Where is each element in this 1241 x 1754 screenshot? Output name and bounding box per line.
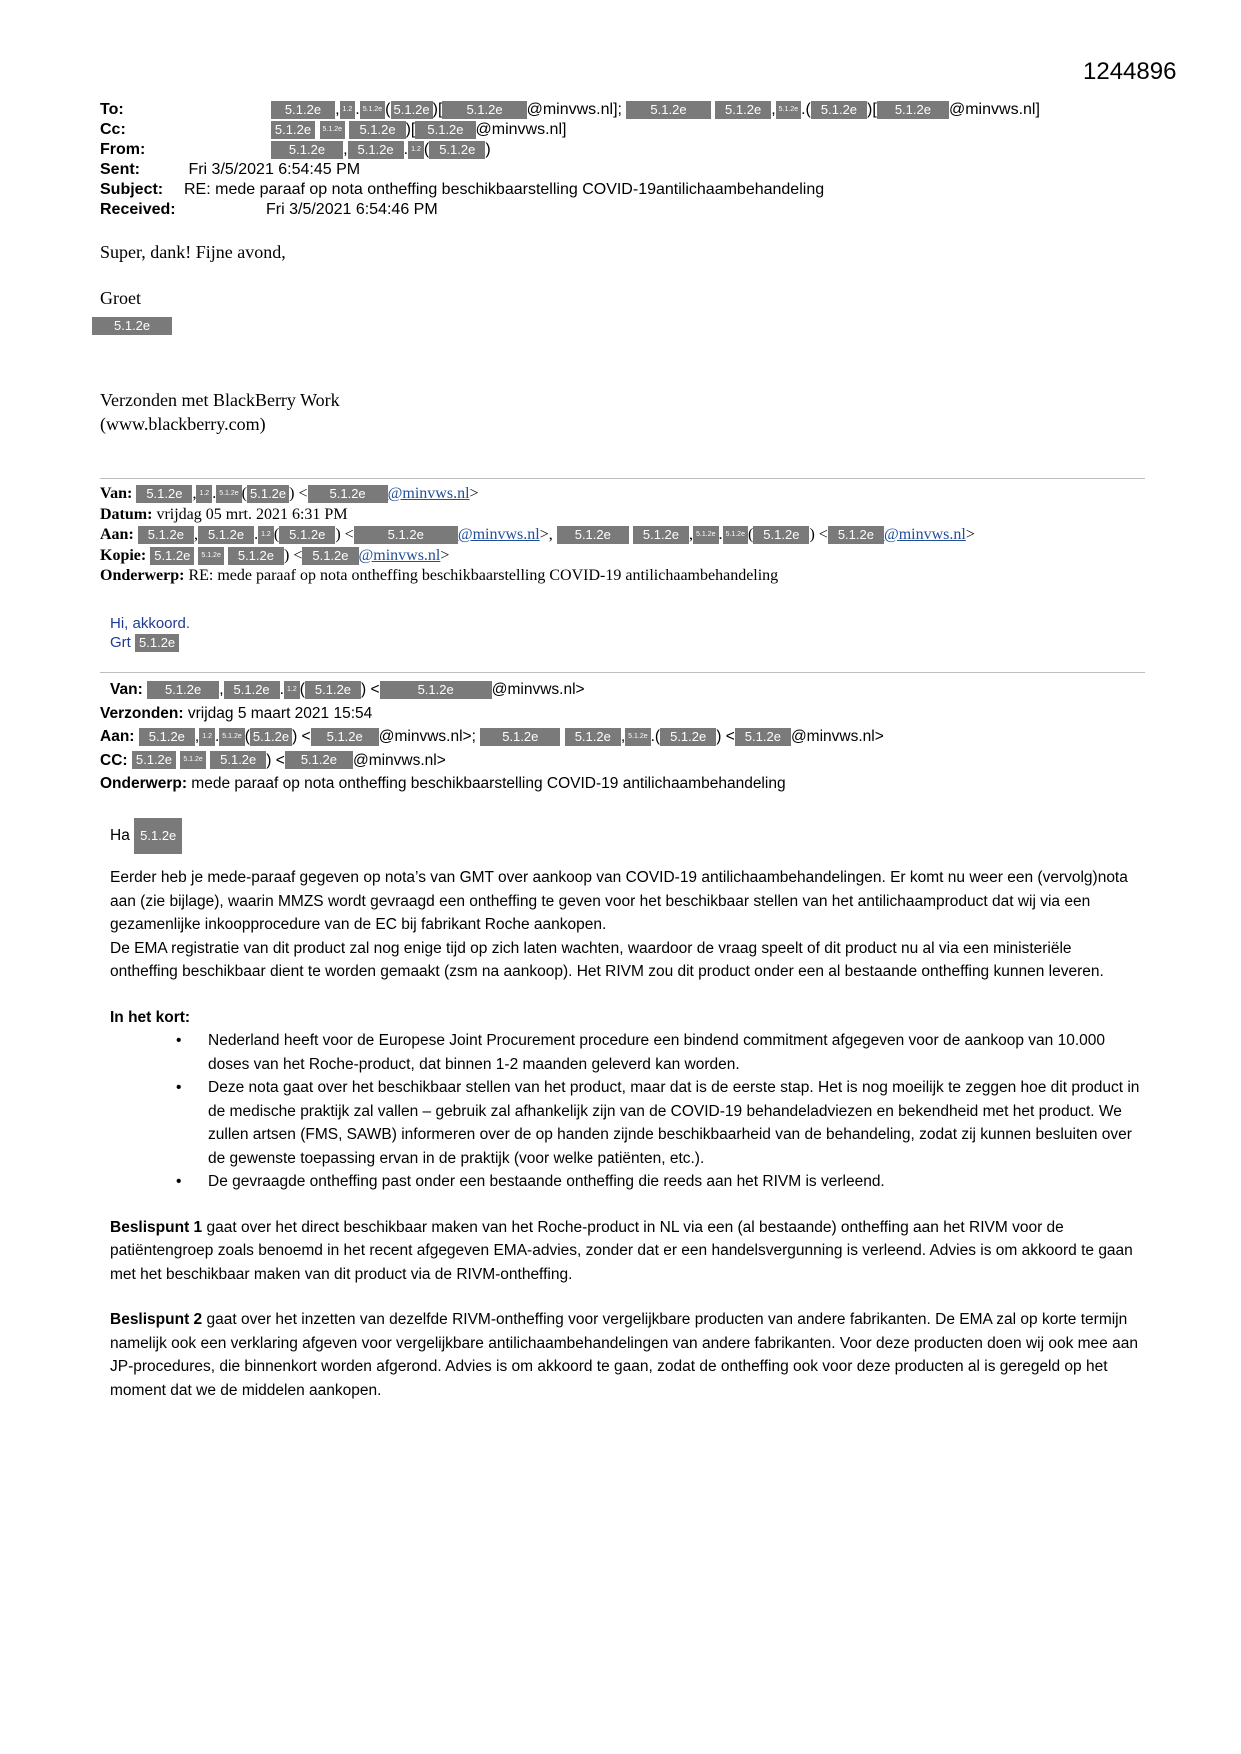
redaction: 5.1.2e	[360, 101, 385, 119]
email3-header	[100, 678, 884, 796]
redaction: 5.1.2e	[92, 317, 172, 335]
redaction: 5.1.2e	[811, 101, 867, 119]
aan-label: Aan:	[100, 526, 134, 543]
redaction: 5.1.2e	[480, 728, 560, 746]
redaction: 5.1.2e	[715, 101, 771, 119]
email-link[interactable]: @minvws.nl	[883, 526, 966, 543]
redaction: 5.1.2e	[271, 101, 335, 119]
redaction: 5.1.2e	[354, 526, 458, 544]
redaction: 5.1.2e	[565, 728, 621, 746]
redaction: 5.1.2e	[224, 681, 280, 699]
aan-row: Aan: 5.1.2e , 5.1.2e . 1.2 ( 5.1.2e ) < 5.1.2e @minvws.nl>, 5.1.2e 5.1.2e , 5.1.2e . 5.1.2e ( 5.1.2e ) < 5.1.2e @minvws.nl>	[100, 526, 975, 543]
redaction: 5.1.2e	[776, 101, 801, 119]
redaction: 5.1.2e	[147, 681, 219, 699]
redaction: 5.1.2e	[216, 485, 241, 503]
to-row: To: 5.1.2e , 1.2 . 5.1.2e ( 5.1.2e )[ 5.1.2e @minvws.nl]; 5.1.2e 5.1.2e , 5.1.2e .( 5.1.2e )[ 5.1.2e @minvws.nl]	[100, 101, 1040, 118]
redaction: 5.1.2e	[633, 526, 689, 544]
sent-label: Sent:	[100, 161, 140, 178]
van-row: Van: 5.1.2e , 1.2 . 5.1.2e ( 5.1.2e ) < 5.1.2e @minvws.nl>	[100, 485, 479, 502]
redaction: 5.1.2e	[723, 526, 748, 544]
redaction: 5.1.2e	[139, 728, 195, 746]
email1-body	[100, 240, 340, 436]
bullet-icon: •	[176, 1079, 182, 1096]
beslispunt-label: Beslispunt 2	[110, 1311, 203, 1328]
redaction: 5.1.2e	[210, 751, 266, 769]
email-link[interactable]: @minvws.nl	[387, 485, 470, 502]
paragraph	[110, 1216, 1140, 1287]
van-row: Van: 5.1.2e , 5.1.2e . 1.2 ( 5.1.2e ) < 5.1.2e @minvws.nl>	[110, 681, 585, 698]
received-row	[100, 200, 1040, 220]
aan-row: Aan: 5.1.2e , 1.2 . 5.1.2e ( 5.1.2e ) < 5.1.2e @minvws.nl>; 5.1.2e 5.1.2e , 5.1.2e .( 5.1.2e ) < 5.1.2e @minvws.nl>	[100, 728, 884, 745]
sent-value: Fri 3/5/2021 6:54:45 PM	[188, 161, 361, 178]
redaction: 1.2	[196, 485, 212, 503]
email-domain: @minvws.nl	[526, 101, 614, 118]
email-link[interactable]: @minvws.nl	[457, 526, 540, 543]
subject-value: RE: mede paraaf op nota ontheffing beschikbaarstelling COVID-19antilichaambehandeling	[184, 181, 825, 198]
reply-greeting: Grt	[110, 634, 131, 651]
redaction: 5.1.2e	[828, 526, 884, 544]
verzonden-label: Verzonden:	[100, 704, 184, 722]
body-line: Groet	[100, 288, 141, 308]
onderwerp-label: Onderwerp:	[100, 567, 185, 584]
beslispunt-text: gaat over het direct beschikbaar maken van het Roche-product in NL via een (al bestaande) ontheffing aan het RIVM voor de patiëntengroep zoals benoemd in het recent afgegeven EMA-advies, zonder dat er een handelsvergunning is verleend. Advies is om akkoord te gaan met het beschikbaar maken van dit product via de RIVM-ontheffing.	[110, 1218, 1133, 1283]
redaction: 5.1.2e	[180, 751, 205, 769]
paragraph	[110, 1308, 1140, 1402]
bullet-icon: •	[176, 1032, 182, 1049]
redaction: 5.1.2e	[198, 526, 254, 544]
email-domain: @minvws.nl	[475, 121, 563, 138]
list-item	[110, 1029, 1140, 1076]
redaction: 5.1.2e	[134, 818, 182, 854]
kopie-row: Kopie: 5.1.2e 5.1.2e 5.1.2e ) < 5.1.2e @minvws.nl>	[100, 546, 450, 564]
list-item	[110, 1076, 1140, 1170]
redaction: 5.1.2e	[308, 485, 388, 503]
email-link[interactable]: @minvws.nl	[358, 546, 441, 564]
datum-label: Datum:	[100, 505, 153, 523]
onderwerp-row	[100, 772, 884, 796]
received-value: Fri 3/5/2021 6:54:46 PM	[266, 201, 438, 218]
verzonden-value: vrijdag 5 maart 2021 15:54	[187, 704, 373, 722]
redaction: 5.1.2e	[380, 681, 492, 699]
onderwerp-row	[100, 566, 975, 587]
cc-row: Cc: 5.1.2e 5.1.2e 5.1.2e )[ 5.1.2e @minvws.nl]	[100, 121, 567, 138]
redaction: 1.2	[284, 681, 300, 699]
redaction: 5.1.2e	[135, 634, 179, 652]
email-domain: @minvws.nl	[948, 101, 1036, 118]
list-item	[110, 1170, 1140, 1194]
datum-value: vrijdag 05 mrt. 2021 6:31 PM	[156, 505, 348, 523]
subject-row	[100, 180, 1040, 200]
signature-line: Verzonden met BlackBerry Work	[100, 390, 340, 410]
redaction: 5.1.2e	[320, 121, 345, 139]
bullet-list	[110, 1029, 1140, 1194]
received-label: Received:	[100, 201, 176, 218]
email1-header	[100, 100, 1040, 220]
redaction: 5.1.2e	[349, 121, 405, 139]
divider	[100, 478, 1145, 479]
email2-reply	[110, 614, 190, 652]
subject-label: Subject:	[100, 181, 164, 198]
aan-label: Aan:	[100, 728, 135, 745]
van-label: Van:	[100, 485, 133, 502]
cc-label: CC:	[100, 751, 128, 769]
beslispunt-label: Beslispunt 1	[110, 1218, 203, 1236]
onderwerp-value: mede paraaf op nota ontheffing beschikbaarstelling COVID-19 antilichaambehandeling	[191, 775, 786, 792]
redaction: 5.1.2e	[735, 728, 791, 746]
redaction: 5.1.2e	[302, 547, 358, 565]
document-number: 1244896	[1083, 58, 1177, 85]
list-item-text: De gevraagde ontheffing past onder een bestaande ontheffing die reeds aan het RIVM is verleend.	[208, 1173, 885, 1190]
cc-label: Cc:	[100, 121, 126, 138]
email-domain: @minvws.nl	[790, 728, 875, 745]
redaction: 5.1.2e	[285, 751, 353, 769]
from-row: From: 5.1.2e , 5.1.2e . 1.2 ( 5.1.2e )	[100, 141, 491, 158]
redaction: 5.1.2e	[138, 526, 194, 544]
datum-row	[100, 505, 975, 526]
redaction: 5.1.2e	[150, 547, 194, 565]
redaction: 1.2	[199, 728, 215, 746]
reply-sign	[110, 633, 190, 652]
verzonden-row	[100, 702, 884, 726]
email-domain: @minvws.nl	[491, 681, 576, 698]
paragraph: Eerder heb je mede-paraaf gegeven op nota’s van GMT over aankoop van COVID-19 antilichaambehandelingen. Er komt nu weer een (vervolg)nota aan (zie bijlage), waarin MMZS wordt gevraagd een ontheffing te geven voor het beschikbaar stellen van het antilichaamproduct dat wij via een gezamenlijke inkoopprocedure van de EC bij fabrikant Roche aankopen.	[110, 869, 1128, 933]
redaction: 5.1.2e	[753, 526, 809, 544]
redaction: 5.1.2e	[136, 485, 192, 503]
redaction: 5.1.2e	[247, 485, 289, 503]
redaction: 5.1.2e	[250, 728, 292, 746]
onderwerp-value: RE: mede paraaf op nota ontheffing beschikbaarstelling COVID-19 antilichaambehandeling	[188, 567, 779, 584]
redaction: 5.1.2e	[228, 547, 284, 565]
redaction: 5.1.2e	[660, 728, 716, 746]
to-label: To:	[100, 101, 124, 118]
redaction: 5.1.2e	[557, 526, 629, 544]
list-item-text: Deze nota gaat over het beschikbaar stellen van het product, maar dat is de eerste stap. Het is nog moeilijk te zeggen hoe dit product in de medische praktijk zal vallen – gebruik zal afhankelijk zijn van de COVID-19 behandeladviezen en bekendheid met het product. We zullen artsen (FMS, SAWB) informeren over de op handen zijnde beschikbaarheid van de behandeling, zodat zij kunnen besluiten over de gewenste toepassing ervan in de praktijk (voor welke patiënten, etc.).	[208, 1079, 1140, 1167]
reply-line: Hi, akkoord.	[110, 615, 191, 632]
from-label: From:	[100, 141, 146, 158]
bullet-icon: •	[176, 1173, 182, 1190]
redaction: 5.1.2e	[271, 141, 343, 159]
redaction: 5.1.2e	[271, 121, 315, 139]
sent-row	[100, 160, 1040, 180]
redaction: 5.1.2e	[415, 121, 475, 139]
redaction: 1.2	[258, 526, 274, 544]
signature-line: (www.blackberry.com)	[100, 414, 266, 434]
redaction: 5.1.2e	[305, 681, 361, 699]
redaction: 5.1.2e	[877, 101, 949, 119]
email3-body	[110, 818, 1140, 1402]
email-domain: @minvws.nl	[378, 728, 463, 745]
greeting-text: Ha	[110, 827, 130, 845]
kopie-label: Kopie:	[100, 546, 147, 564]
redaction: 5.1.2e	[693, 526, 718, 544]
redaction: 5.1.2e	[429, 141, 485, 159]
redaction: 5.1.2e	[348, 141, 404, 159]
cc-row: CC: 5.1.2e 5.1.2e 5.1.2e ) < 5.1.2e @minvws.nl>	[100, 751, 446, 769]
greeting	[110, 818, 1140, 854]
beslispunt-text: gaat over het inzetten van dezelfde RIVM-ontheffing voor vergelijkbare producten van andere fabrikanten. De EMA zal op korte termijn namelijk ook een verklaring afgeven voor vergelijkbare antilichaambehandelingen van andere fabrikanten. Voor deze producten doen wij ook mee aan JP-procedures, die binnenkort worden afgerond. Advies is om akkoord te gaan, zodat de ontheffing ook voor deze producten al is geregeld op het moment dat we de middelen aankopen.	[110, 1311, 1138, 1399]
redaction: 5.1.2e	[311, 728, 379, 746]
list-item-text: Nederland heeft voor de Europese Joint Procurement procedure een bindend commitment afgegeven voor de aankoop van 10.000 doses van het Roche-product, dat binnen 1-2 maanden geleverd kan worden.	[208, 1032, 1106, 1073]
redaction: 5.1.2e	[219, 728, 244, 746]
redaction: 5.1.2e	[132, 751, 176, 769]
redaction: 1.2	[340, 101, 356, 119]
onderwerp-label: Onderwerp:	[100, 775, 187, 792]
redaction: 1.2	[408, 141, 424, 159]
paragraph: De EMA registratie van dit product zal nog enige tijd op zich laten wachten, waardoor de vraag speelt of dit product nu al via een ministeriële ontheffing beschikbaar dient te worden gemaakt (zsm na aankoop). Het RIVM zou dit product onder een al bestaande ontheffing kunnen leveren.	[110, 939, 1104, 980]
van-label: Van:	[110, 681, 143, 698]
redaction: 5.1.2e	[625, 728, 650, 746]
redaction: 5.1.2e	[442, 101, 526, 119]
body-line: Super, dank! Fijne avond,	[100, 242, 286, 262]
email2-header	[100, 484, 975, 587]
redaction: 5.1.2e	[279, 526, 335, 544]
redaction: 5.1.2e	[626, 101, 710, 119]
redaction: 5.1.2e	[391, 101, 433, 119]
section-heading: In het kort:	[110, 1008, 191, 1026]
divider	[100, 672, 1145, 673]
redaction: 5.1.2e	[198, 547, 223, 565]
email-domain: @minvws.nl	[352, 751, 437, 769]
